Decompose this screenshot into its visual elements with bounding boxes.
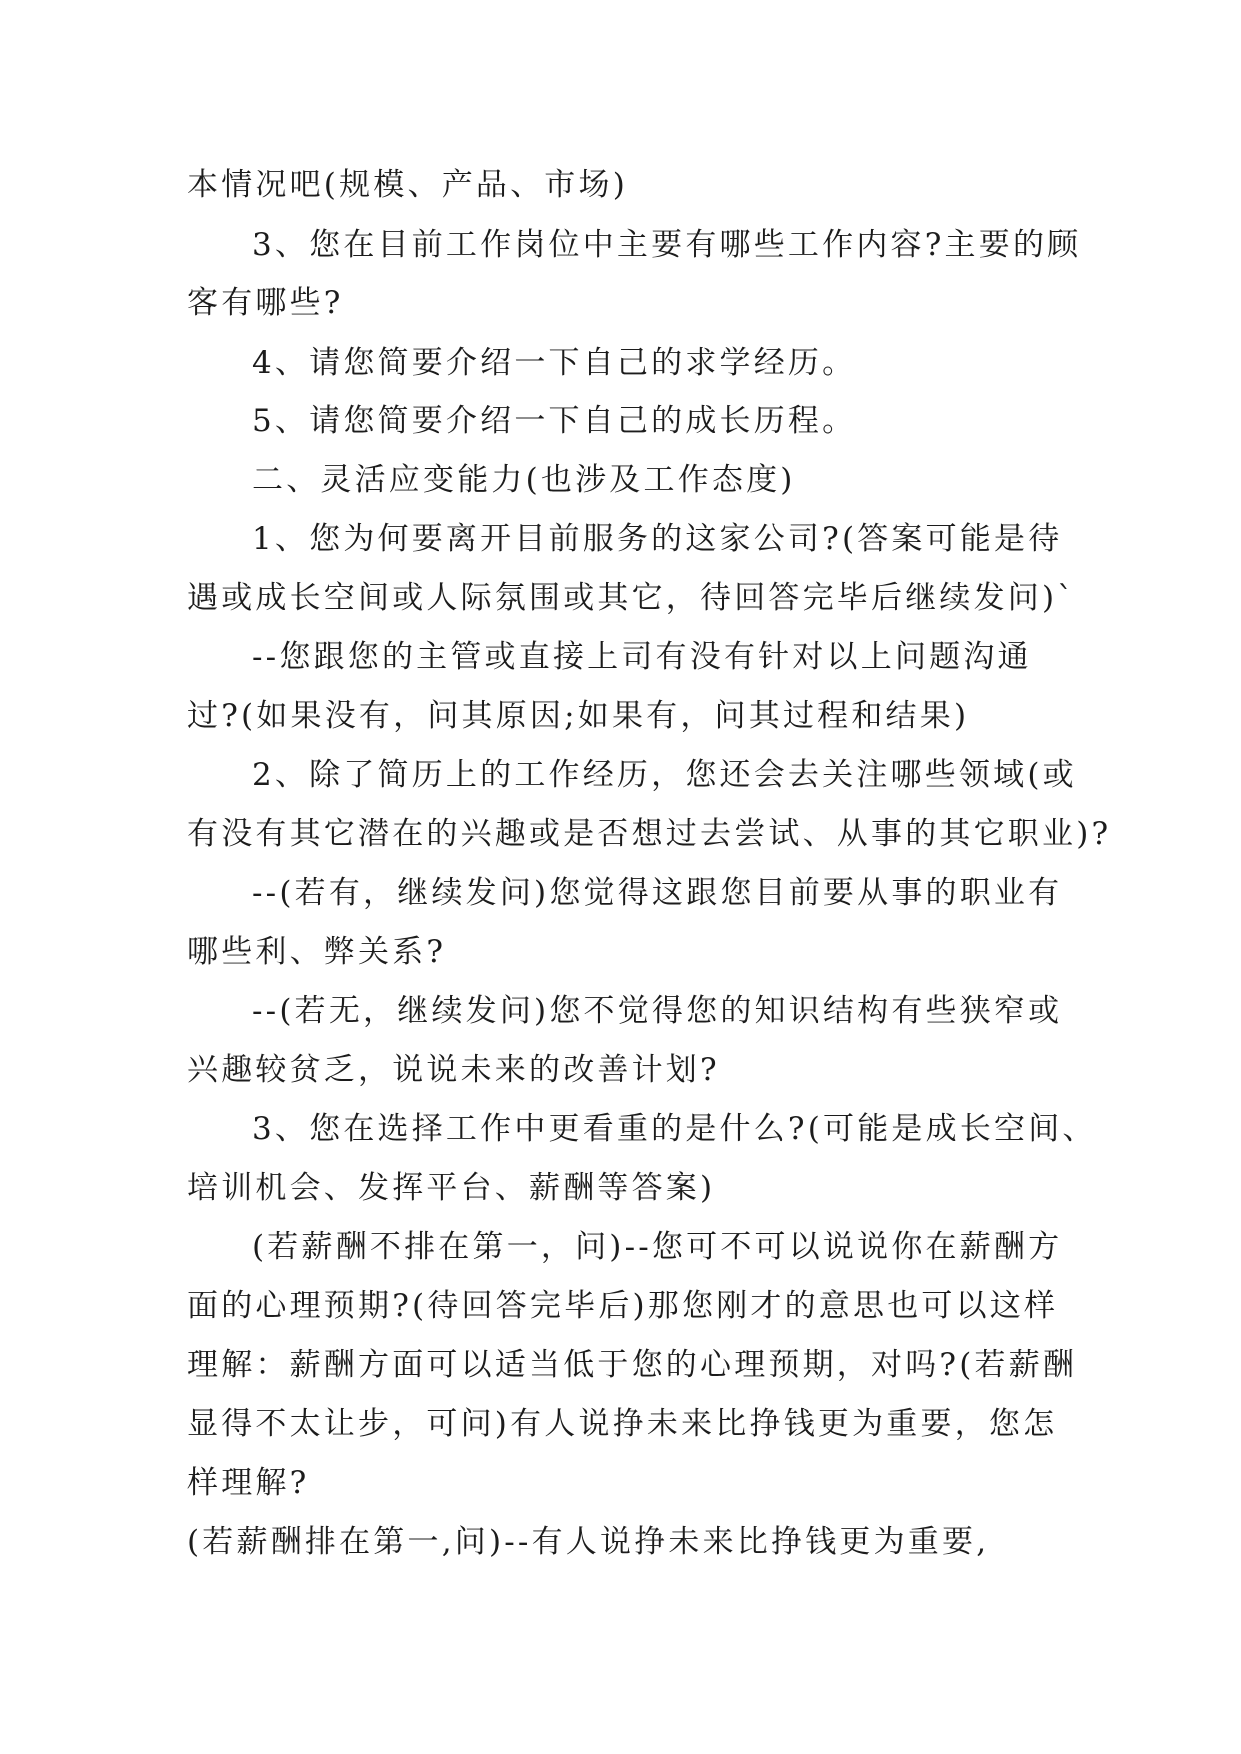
text-line: 兴趣较贫乏，说说未来的改善计划? <box>187 1052 720 1088</box>
section-heading: 二、灵活应变能力(也涉及工作态度) <box>252 462 796 498</box>
text-line: 面的心理预期?(待回答完毕后)那您刚才的意思也可以这样 <box>187 1288 1059 1324</box>
text-line: --您跟您的主管或直接上司有没有针对以上问题沟通 <box>252 639 1032 675</box>
text-line: 显得不太让步，可问)有人说挣未来比挣钱更为重要，您怎 <box>187 1406 1058 1442</box>
text-line: 遇或成长空间或人际氛围或其它，待回答完毕后继续发问)` <box>187 580 1076 616</box>
text-line: (若薪酬不排在第一，问)--您可不可以说说你在薪酬方 <box>252 1229 1063 1265</box>
text-line: 本情况吧(规模、产品、市场) <box>187 167 628 203</box>
text-line: 2、除了简历上的工作经历，您还会去关注哪些领域(或 <box>252 757 1077 793</box>
text-line: 1、您为何要离开目前服务的这家公司?(答案可能是待 <box>252 521 1063 557</box>
text-line: 有没有其它潜在的兴趣或是否想过去尝试、从事的其它职业)? <box>187 816 1112 852</box>
text-line: 过?(如果没有，问其原因;如果有，问其过程和结果) <box>187 698 970 734</box>
text-line: 理解：薪酬方面可以适当低于您的心理预期，对吗?(若薪酬 <box>187 1347 1078 1383</box>
text-line: (若薪酬排在第一,问)--有人说挣未来比挣钱更为重要, <box>187 1524 990 1560</box>
text-line: 5、请您简要介绍一下自己的成长历程。 <box>252 403 857 439</box>
text-line: 样理解? <box>187 1465 310 1501</box>
text-line: --(若有，继续发问)您觉得这跟您目前要从事的职业有 <box>252 875 1063 911</box>
text-line: 3、您在选择工作中更看重的是什么?(可能是成长空间、 <box>252 1111 1097 1147</box>
text-line: 4、请您简要介绍一下自己的求学经历。 <box>252 345 857 381</box>
text-line: 培训机会、发挥平台、薪酬等答案) <box>187 1170 716 1206</box>
text-line: --(若无，继续发问)您不觉得您的知识结构有些狭窄或 <box>252 993 1063 1029</box>
text-line: 哪些利、弊关系? <box>187 934 447 970</box>
text-line: 客有哪些? <box>187 285 344 321</box>
text-line: 3、您在目前工作岗位中主要有哪些工作内容?主要的顾 <box>252 227 1082 263</box>
